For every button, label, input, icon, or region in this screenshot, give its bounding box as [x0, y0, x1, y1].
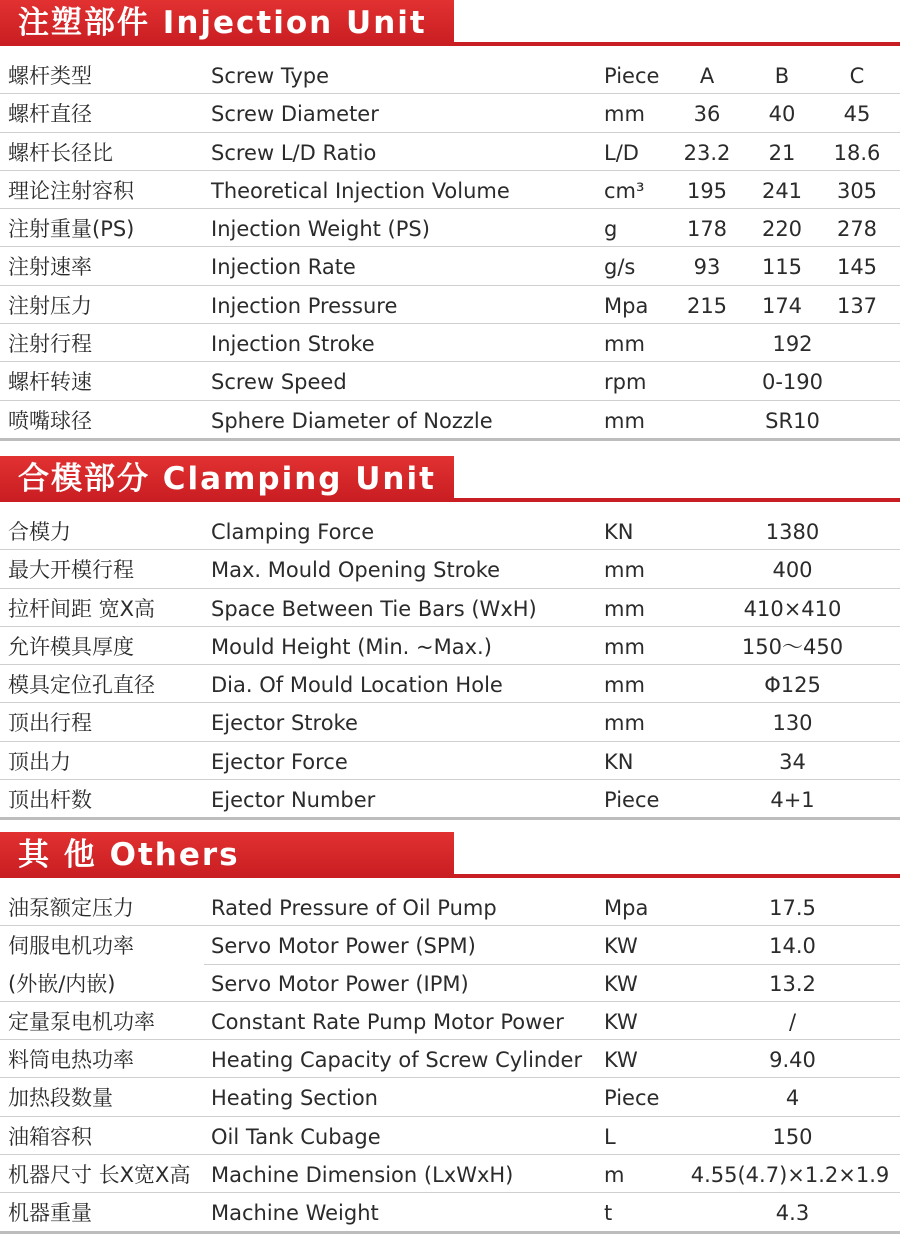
spec-name-cn: (外嵌/内嵌) — [8, 971, 116, 996]
spec-value-a: 195 — [686, 178, 728, 203]
clamping-unit-section — [0, 456, 900, 820]
spec-value: 1380 — [765, 520, 820, 544]
spec-value: 4.55(4.7)×1.2×1.9 — [690, 1163, 890, 1188]
table-row — [0, 627, 900, 665]
spec-value-c: 137 — [836, 293, 878, 318]
header-rule — [454, 42, 900, 46]
spec-table — [0, 512, 900, 820]
spec-name-en: Injection Stroke — [211, 332, 375, 357]
spec-name-cn: 螺杆类型 — [8, 64, 92, 88]
header-rule — [454, 498, 900, 502]
spec-unit: mm — [604, 558, 645, 583]
spec-name-en: Max. Mould Opening Stroke — [211, 558, 501, 583]
table-row — [0, 56, 900, 94]
spec-unit: KW — [604, 971, 638, 996]
table-row — [0, 780, 900, 820]
spec-value: / — [788, 1009, 797, 1034]
spec-value-b: 21 — [768, 140, 796, 165]
spec-unit: Piece — [604, 1086, 660, 1111]
spec-unit: mm — [604, 673, 645, 698]
spec-name-en: Rated Pressure of Oil Pump — [211, 896, 497, 920]
spec-value: 4.3 — [775, 1201, 810, 1226]
spec-unit: KN — [604, 749, 634, 774]
spec-name-cn: 注射重量(PS) — [8, 217, 135, 242]
spec-unit: KW — [604, 1009, 638, 1034]
spec-name-cn: 模具定位孔直径 — [8, 673, 155, 698]
spec-name-cn: 料筒电热功率 — [8, 1048, 134, 1073]
spec-name-en: Injection Rate — [211, 255, 356, 280]
spec-name-cn: 注射速率 — [8, 255, 92, 280]
spec-value-c: 45 — [843, 102, 871, 127]
spec-name-en: Machine Weight — [211, 1201, 379, 1226]
spec-unit: Mpa — [604, 896, 649, 920]
spec-value: 192 — [772, 332, 813, 357]
spec-unit: mm — [604, 408, 645, 433]
table-row — [0, 665, 900, 703]
spec-name-cn: 合模力 — [8, 520, 71, 544]
spec-value: 34 — [779, 749, 806, 774]
table-row — [0, 888, 900, 926]
spec-value: 150 — [772, 1124, 813, 1149]
spec-unit: L/D — [604, 140, 639, 165]
table-row — [0, 209, 900, 247]
spec-value: 410×410 — [743, 596, 842, 621]
spec-value-c: 305 — [836, 178, 878, 203]
spec-unit: KW — [604, 934, 638, 959]
spec-value-a: A — [699, 64, 715, 88]
spec-name-en: Injection Pressure — [211, 293, 398, 318]
spec-value: 17.5 — [769, 896, 816, 920]
spec-name-cn: 伺服电机功率 — [8, 934, 134, 959]
spec-name-cn: 顶出杆数 — [8, 788, 92, 813]
spec-value-c: 278 — [836, 217, 878, 242]
injection-unit-section — [0, 0, 900, 441]
table-row — [0, 1078, 900, 1116]
spec-name-cn: 油箱容积 — [8, 1124, 92, 1149]
spec-value: 13.2 — [769, 971, 816, 996]
spec-value: 9.40 — [769, 1048, 816, 1073]
header-rule — [454, 874, 900, 878]
table-row — [0, 926, 900, 963]
spec-value: 130 — [772, 711, 813, 736]
table-row — [0, 94, 900, 132]
spec-value: 400 — [772, 558, 813, 583]
table-row — [0, 550, 900, 588]
spec-name-cn: 螺杆转速 — [8, 370, 92, 395]
spec-name-cn: 机器重量 — [8, 1201, 92, 1226]
section-header — [0, 456, 900, 502]
spec-name-en: Screw L/D Ratio — [211, 140, 377, 165]
table-row — [0, 171, 900, 209]
spec-unit: mm — [604, 102, 645, 127]
spec-unit: Piece — [604, 64, 660, 88]
spec-name-en: Clamping Force — [211, 520, 375, 544]
spec-unit: cm³ — [604, 178, 645, 203]
spec-name-cn: 螺杆直径 — [8, 102, 92, 127]
spec-name-cn: 加热段数量 — [8, 1086, 113, 1111]
spec-name-en: Dia. Of Mould Location Hole — [211, 673, 503, 698]
section-title: 注塑部件 Injection Unit — [0, 0, 454, 46]
spec-table — [0, 888, 900, 1234]
spec-value-a: 178 — [686, 217, 728, 242]
spec-name-en: Screw Type — [211, 64, 330, 88]
spec-unit: L — [604, 1124, 616, 1149]
spec-name-cn: 顶出行程 — [8, 711, 92, 736]
spec-value-a: 215 — [686, 293, 728, 318]
spec-value-b: 40 — [768, 102, 796, 127]
table-row — [0, 703, 900, 741]
section-header — [0, 832, 900, 878]
spec-name-cn: 机器尺寸 长X宽X高 — [8, 1163, 191, 1188]
spec-value-b: 174 — [761, 293, 803, 318]
table-row — [0, 133, 900, 171]
table-row — [0, 362, 900, 400]
table-row — [0, 1002, 900, 1040]
spec-unit: Piece — [604, 788, 660, 813]
spec-name-en: Ejector Stroke — [211, 711, 358, 736]
spec-name-en: Screw Diameter — [211, 102, 379, 127]
spec-value-a: 93 — [693, 255, 721, 280]
spec-value-a: 23.2 — [683, 140, 731, 165]
table-row — [0, 512, 900, 550]
spec-name-en: Machine Dimension (LxWxH) — [211, 1163, 514, 1188]
spec-value-b: 241 — [761, 178, 803, 203]
spec-unit: mm — [604, 634, 645, 659]
spec-name-cn: 理论注射容积 — [8, 178, 134, 203]
spec-unit: mm — [604, 596, 645, 621]
table-row — [0, 1117, 900, 1155]
spec-value: 14.0 — [769, 934, 816, 959]
spec-name-en: Servo Motor Power (SPM) — [211, 934, 476, 959]
section-header — [0, 0, 900, 46]
spec-name-en: Heating Section — [211, 1086, 378, 1111]
section-title: 合模部分 Clamping Unit — [0, 456, 454, 502]
spec-value-c: 145 — [836, 255, 878, 280]
table-row — [0, 1040, 900, 1078]
table-row — [0, 401, 900, 441]
spec-name-en: Servo Motor Power (IPM) — [211, 971, 469, 996]
table-row — [0, 742, 900, 780]
table-row — [0, 964, 900, 1002]
spec-value: 150～450 — [741, 634, 844, 659]
spec-unit: rpm — [604, 370, 647, 395]
others-section — [0, 832, 900, 1234]
spec-unit: m — [604, 1163, 625, 1188]
spec-value-b: B — [774, 64, 790, 88]
spec-name-en: Mould Height (Min. ~Max.) — [211, 634, 492, 659]
spec-unit: g/s — [604, 255, 636, 280]
spec-name-en: Constant Rate Pump Motor Power — [211, 1009, 564, 1034]
spec-value-b: 220 — [761, 217, 803, 242]
spec-name-en: Theoretical Injection Volume — [211, 178, 510, 203]
table-row — [0, 247, 900, 285]
spec-name-en: Ejector Number — [211, 788, 376, 813]
spec-name-en: Injection Weight (PS) — [211, 217, 430, 242]
spec-name-en: Screw Speed — [211, 370, 347, 395]
spec-value: 4 — [785, 1086, 800, 1111]
spec-name-en: Sphere Diameter of Nozzle — [211, 408, 493, 433]
spec-name-cn: 顶出力 — [8, 749, 71, 774]
spec-name-cn: 最大开模行程 — [8, 558, 134, 583]
spec-value: 0-190 — [761, 370, 824, 395]
spec-name-cn: 螺杆长径比 — [8, 140, 113, 165]
spec-value-c: C — [849, 64, 865, 88]
spec-unit: g — [604, 217, 618, 242]
spec-name-cn: 喷嘴球径 — [8, 408, 92, 433]
spec-value-a: 36 — [693, 102, 721, 127]
spec-name-cn: 注射压力 — [8, 293, 92, 318]
section-title: 其 他 Others — [0, 832, 454, 878]
spec-unit: mm — [604, 332, 645, 357]
spec-name-cn: 拉杆间距 宽X高 — [8, 596, 156, 621]
spec-unit: Mpa — [604, 293, 649, 318]
spec-name-cn: 油泵额定压力 — [8, 896, 134, 920]
spec-value-b: 115 — [761, 255, 803, 280]
spec-name-en: Ejector Force — [211, 749, 348, 774]
spec-value: SR10 — [765, 408, 820, 433]
spec-value-c: 18.6 — [833, 140, 881, 165]
spec-table — [0, 56, 900, 441]
spec-name-cn: 允许模具厚度 — [8, 634, 134, 659]
table-row — [0, 324, 900, 362]
table-row — [0, 1155, 900, 1193]
table-row — [0, 589, 900, 627]
spec-name-en: Heating Capacity of Screw Cylinder — [211, 1048, 583, 1073]
spec-name-cn: 定量泵电机功率 — [8, 1009, 155, 1034]
spec-unit: t — [604, 1201, 613, 1226]
spec-value: Φ125 — [764, 673, 821, 698]
spec-name-cn: 注射行程 — [8, 332, 92, 357]
spec-value: 4+1 — [770, 788, 815, 813]
spec-unit: KW — [604, 1048, 638, 1073]
spec-name-en: Space Between Tie Bars (WxH) — [211, 596, 537, 621]
spec-name-en: Oil Tank Cubage — [211, 1124, 381, 1149]
spec-unit: KN — [604, 520, 634, 544]
table-row — [0, 1193, 900, 1233]
table-row — [0, 286, 900, 324]
spec-unit: mm — [604, 711, 645, 736]
